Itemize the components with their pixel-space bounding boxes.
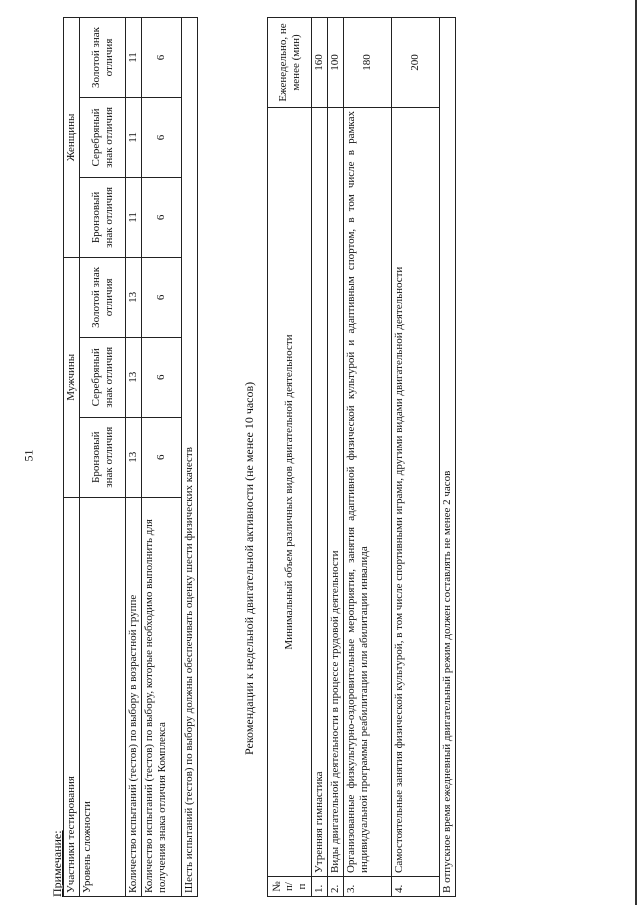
recommendations-footer: В отпускное время ежедневный двигательный режим должен составлять не менее 2 часов bbox=[440, 18, 456, 897]
note-footer: Шесть испытаний (тестов) по выбору должны обеспечивать оценку шести физических качеств bbox=[182, 18, 198, 897]
table-row bbox=[328, 18, 344, 897]
cell-value: 13 bbox=[126, 417, 142, 497]
level-label: Уровень сложности bbox=[80, 497, 126, 896]
cell-value: 6 bbox=[142, 417, 182, 497]
row-label: Количество испытаний (тестов) по выбору в возрастной группе bbox=[126, 497, 142, 896]
row-desc: Самостоятельные занятия физической культурой, в том числе спортивными играми, другими видами двигательной деятельности bbox=[392, 108, 440, 877]
cell-value: 6 bbox=[142, 257, 182, 337]
row-value: 180 bbox=[344, 18, 392, 108]
men-header: Мужчины bbox=[64, 257, 80, 497]
men-bronze-header: Бронзовый знак отличия bbox=[80, 417, 126, 497]
page-number: 51 bbox=[21, 449, 36, 462]
row-value: 160 bbox=[312, 18, 328, 108]
badge-requirements-table bbox=[63, 17, 198, 897]
cell-value: 13 bbox=[126, 337, 142, 417]
cell-value: 11 bbox=[126, 97, 142, 177]
cell-value: 13 bbox=[126, 257, 142, 337]
note-label: Примечание: bbox=[50, 830, 64, 897]
table-row bbox=[126, 18, 142, 897]
cell-value: 11 bbox=[126, 18, 142, 98]
row-value: 200 bbox=[392, 18, 440, 108]
row-desc: Утренняя гимнастика bbox=[312, 108, 328, 877]
recommendations-title: Рекомендации к недельной двигательной активности (не менее 10 часов) bbox=[242, 381, 256, 755]
col-weekly-header: Еженедельно, не менее (мин) bbox=[268, 18, 312, 108]
cell-value: 6 bbox=[142, 337, 182, 417]
row-desc: Виды двигательной деятельности в процессе трудовой деятельности bbox=[328, 108, 344, 877]
cell-value: 6 bbox=[142, 18, 182, 98]
cell-value: 6 bbox=[142, 177, 182, 257]
row-num: 2. bbox=[328, 877, 344, 897]
men-gold-header: Золотой знак отличия bbox=[80, 257, 126, 337]
table-row bbox=[344, 18, 392, 897]
cell-value: 6 bbox=[142, 97, 182, 177]
row-num: 4. bbox=[392, 877, 440, 897]
women-gold-header: Золотой знак отличия bbox=[80, 18, 126, 98]
activity-recommendations-table bbox=[267, 17, 456, 897]
table-row bbox=[142, 18, 182, 897]
row-label: Количество испытаний (тестов) по выбору, которые необходимо выполнить для получения знака отличия Комплекса bbox=[142, 497, 182, 896]
col-num-header: № п/п bbox=[268, 877, 312, 897]
women-silver-header: Серебряный знак отличия bbox=[80, 97, 126, 177]
col-desc-header: Минимальный объем различных видов двигательной деятельности bbox=[268, 108, 312, 877]
row-num: 1. bbox=[312, 877, 328, 897]
women-header: Женщины bbox=[64, 18, 80, 258]
participants-label: Участники тестирования bbox=[64, 497, 80, 896]
table-row bbox=[312, 18, 328, 897]
cell-value: 11 bbox=[126, 177, 142, 257]
row-value: 100 bbox=[328, 18, 344, 108]
row-num: 3. bbox=[344, 877, 392, 897]
row-desc: Организованные физкультурно-оздоровительные мероприятия, занятия адаптивной физической культурой и адаптивным спортом, в том числе в рамках индивидуальной программы реабилитации или абилитации инвалида bbox=[344, 108, 392, 877]
table-row bbox=[392, 18, 440, 897]
men-silver-header: Серебряный знак отличия bbox=[80, 337, 126, 417]
women-bronze-header: Бронзовый знак отличия bbox=[80, 177, 126, 257]
